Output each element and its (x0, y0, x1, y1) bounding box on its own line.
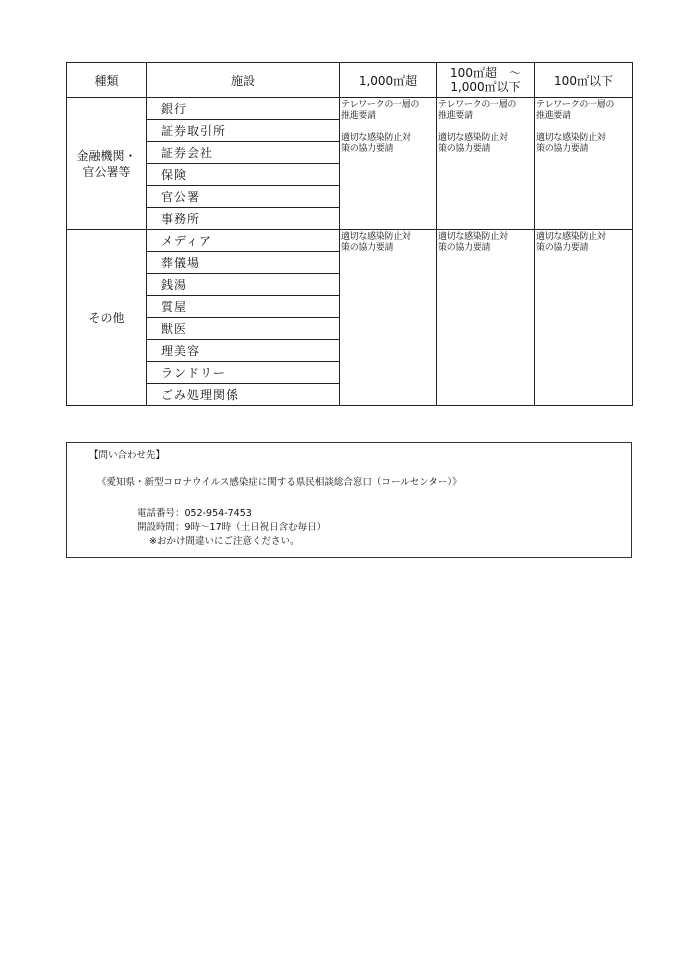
facility-cell: 銭湯 (147, 274, 340, 296)
request-text: 適切な感染防止対 (438, 133, 508, 143)
request-text: テレワークの一層の (536, 100, 615, 110)
facility-cell: メディア (147, 230, 340, 252)
request-text: 推進要請 (341, 111, 376, 121)
request-text: 策の協力要請 (438, 243, 491, 253)
contact-note: ※おかけ間違いにご注意ください。 (149, 536, 300, 547)
request-cell-100-to-1000 (437, 98, 535, 230)
request-text: 策の協力要請 (341, 144, 394, 154)
facility-cell: 葬儀場 (147, 252, 340, 274)
contact-phone: 電話番号：052-954-7453 (137, 508, 252, 519)
contact-center-name: 《愛知県・新型コロナウイルス感染症に関する県民相談総合窓口（コールセンター）》 (97, 477, 462, 488)
facility-cell: 証券会社 (147, 142, 340, 164)
header-100-to-1000-line2: 1,000㎡以下 (450, 80, 521, 94)
request-text: 適切な感染防止対 (341, 232, 411, 242)
request-text: 策の協力要請 (536, 144, 589, 154)
request-cell-over-1000 (340, 230, 437, 406)
header-row (67, 63, 633, 98)
facility-cell: 獣医 (147, 318, 340, 340)
header-under-100: 100㎡以下 (535, 63, 633, 98)
request-cell-100-to-1000 (437, 230, 535, 406)
request-text: 策の協力要請 (341, 243, 394, 253)
request-text: 適切な感染防止対 (536, 133, 606, 143)
request-text: 適切な感染防止対 (341, 133, 411, 143)
contact-box (66, 442, 632, 558)
contact-hours: 開設時間：9時～17時（土日祝日含む毎日） (137, 522, 327, 533)
facility-request-table (66, 62, 633, 406)
contact-title: 【問い合わせ先】 (89, 450, 166, 461)
facility-cell: ごみ処理関係 (147, 384, 340, 406)
header-type: 種類 (67, 63, 147, 98)
request-cell-under-100 (535, 98, 633, 230)
category-line: 金融機関・ (76, 148, 137, 163)
request-text: 推進要請 (536, 111, 571, 121)
request-text: 推進要請 (438, 111, 473, 121)
header-facility: 施設 (147, 63, 340, 98)
facility-cell: 理美容 (147, 340, 340, 362)
request-cell-under-100 (535, 230, 633, 406)
facility-cell: 事務所 (147, 208, 340, 230)
table-row (67, 98, 633, 120)
facility-cell: 証券取引所 (147, 120, 340, 142)
category-line: その他 (88, 310, 125, 325)
request-text: 適切な感染防止対 (536, 232, 606, 242)
header-100-to-1000 (437, 63, 535, 98)
facility-cell: 銀行 (147, 98, 340, 120)
table-row (67, 230, 633, 252)
category-finance-government (67, 98, 147, 230)
header-over-1000: 1,000㎡超 (340, 63, 437, 98)
request-text: 策の協力要請 (438, 144, 491, 154)
facility-cell: ランドリー (147, 362, 340, 384)
facility-cell: 質屋 (147, 296, 340, 318)
facility-cell: 保険 (147, 164, 340, 186)
category-other (67, 230, 147, 406)
category-line: 官公署等 (82, 164, 131, 179)
request-text: 策の協力要請 (536, 243, 589, 253)
header-100-to-1000-line1: 100㎡超 ～ (450, 66, 521, 80)
facility-cell: 官公署 (147, 186, 340, 208)
request-text: テレワークの一層の (438, 100, 517, 110)
request-text: 適切な感染防止対 (438, 232, 508, 242)
request-cell-over-1000 (340, 98, 437, 230)
request-text: テレワークの一層の (341, 100, 420, 110)
